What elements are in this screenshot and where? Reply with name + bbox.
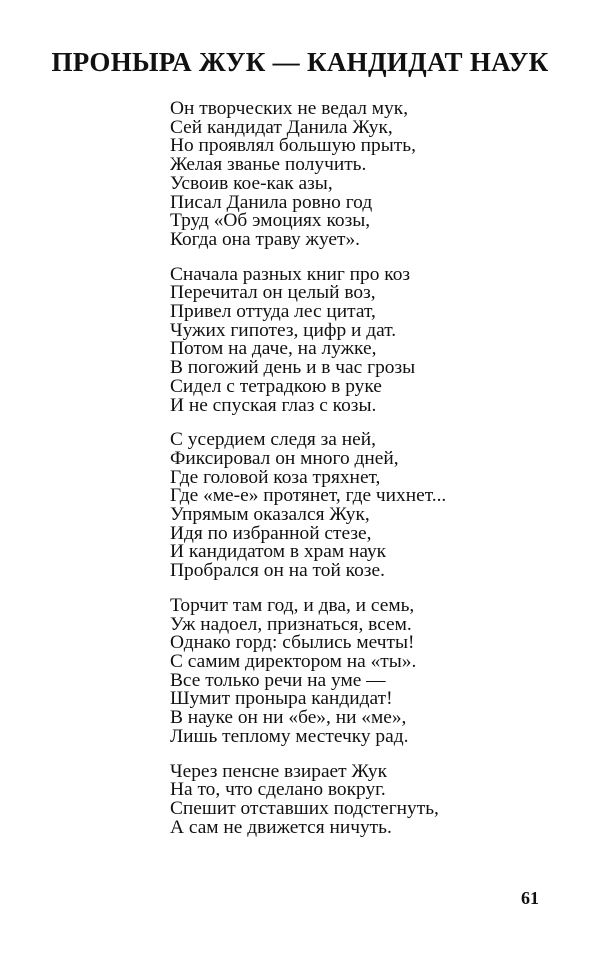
poem-line: Сей кандидат Данила Жук, bbox=[170, 116, 393, 138]
page-number: 61 bbox=[521, 888, 539, 908]
poem-line: Труд «Об эмоциях козы, bbox=[170, 210, 371, 232]
stanza-4 bbox=[170, 594, 570, 747]
poem-line: Однако горд: сбылись мечты! bbox=[170, 632, 415, 654]
poem-line: Привел оттуда лес цитат, bbox=[170, 301, 376, 323]
poem-line: А сам не движется ничуть. bbox=[170, 816, 392, 838]
poem-line: Шумит проныра кандидат! bbox=[170, 688, 393, 710]
stanza-3 bbox=[170, 431, 570, 581]
poem-line: Усвоив кое-как азы, bbox=[170, 172, 333, 194]
poem-line: Сначала разных книг про коз bbox=[170, 263, 411, 285]
poem-line: Идя по избранной стезе, bbox=[170, 522, 372, 544]
poem-body bbox=[170, 100, 570, 853]
poem-line: Потом на даче, на лужке, bbox=[170, 338, 377, 360]
poem-line: Он творческих не ведал мук, bbox=[170, 98, 409, 119]
poem-line: Писал Данила ровно год bbox=[170, 191, 373, 213]
poem-line: Сидел с тетрадкою в руке bbox=[170, 375, 382, 397]
poem-line: С усердием следя за ней, bbox=[170, 429, 376, 451]
poem-line: Уж надоел, признаться, всем. bbox=[170, 613, 412, 635]
poem-line: На то, что сделано вокруг. bbox=[170, 779, 386, 801]
poem-line: Лишь теплому местечку рад. bbox=[170, 725, 409, 747]
poem-line: С самим директором на «ты». bbox=[170, 650, 417, 672]
poem-line: Чужих гипотез, цифр и дат. bbox=[170, 319, 397, 341]
poem-line: Желая званье получить. bbox=[170, 154, 367, 176]
poem-line: Торчит там год, и два, и семь, bbox=[170, 594, 415, 616]
poem-line: И кандидатом в храм наук bbox=[170, 541, 387, 563]
poem-line: В науке он ни «бе», ни «ме», bbox=[170, 707, 407, 729]
poem-line: Все только речи на уме — bbox=[170, 669, 386, 691]
poem-line: Упрямым оказался Жук, bbox=[170, 504, 370, 526]
poem-line: Фиксировал он много дней, bbox=[170, 447, 399, 469]
poem-line: Через пенсне взирает Жук bbox=[170, 760, 388, 782]
stanza-2 bbox=[170, 263, 570, 416]
poem-line: Где головой коза тряхнет, bbox=[170, 466, 381, 488]
poem-line: Спешит отставших подстегнуть, bbox=[170, 797, 439, 819]
poem-line: Где «ме-е» протянет, где чихнет... bbox=[170, 485, 447, 507]
poem-line: И не спуская глаз с козы. bbox=[170, 394, 377, 416]
poem-line: Когда она траву жует». bbox=[170, 228, 361, 250]
poem-line: Перечитал он целый воз, bbox=[170, 282, 376, 304]
poem-line: В погожий день и в час грозы bbox=[170, 357, 416, 379]
poem-line: Пробрался он на той козе. bbox=[170, 560, 385, 582]
poem-title: ПРОНЫРА ЖУК — КАНДИДАТ НАУК bbox=[51, 47, 549, 77]
stanza-1 bbox=[170, 100, 570, 250]
stanza-5 bbox=[170, 760, 570, 838]
poem-line: Но проявлял большую прыть, bbox=[170, 135, 416, 157]
